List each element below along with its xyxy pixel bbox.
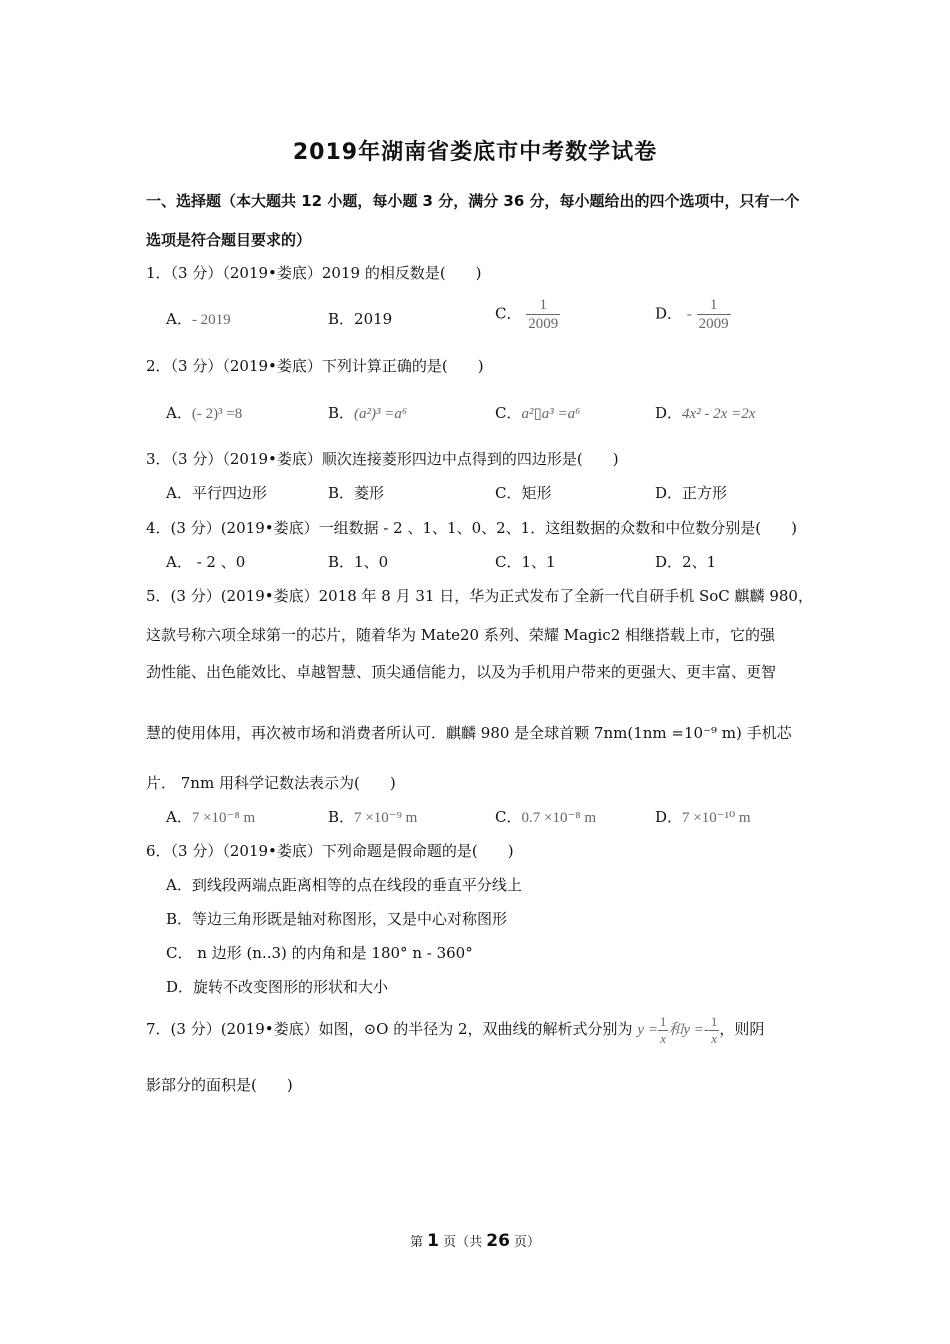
q5-option-a-label: A． — [166, 808, 192, 826]
q1-option-c — [495, 296, 560, 333]
q1-option-d-label: D． — [655, 304, 683, 323]
q5-option-c-value: 0.7 ×10⁻⁸ m — [521, 810, 597, 826]
q7-eq1: y = — [637, 1022, 658, 1039]
q7-fraction-1 — [658, 1014, 669, 1046]
q2-option-b-value: (a²)³ =a⁶ — [354, 406, 408, 422]
q6-option-b: B．等边三角形既是轴对称图形，又是中心对称图形 — [166, 910, 508, 928]
question-7-line2: 影部分的面积是( ) — [146, 1076, 293, 1094]
q2-option-c — [495, 402, 580, 423]
q4-option-c: C．1、1 — [495, 553, 556, 571]
q2-option-b — [328, 402, 407, 423]
question-1-stem: 1．（3 分）（2019•娄底）2019 的相反数是( ) — [146, 264, 482, 282]
q7-eq-mid: 和y =- — [668, 1022, 709, 1039]
question-5-line1: 5．(3 分）(2019•娄底）2018 年 8 月 31 日，华为正式发布了全新一代自研手机 SoC 麒麟 980， — [146, 587, 813, 605]
q1-option-a — [166, 308, 231, 329]
q6-option-d: D．旋转不改变图形的形状和大小 — [166, 978, 389, 996]
question-4-stem: 4．(3 分）(2019•娄底）一组数据 - 2 、1、1、0、2、1．这组数据的众数和中位数分别是( ) — [146, 519, 797, 537]
q5-option-d-label: D． — [655, 808, 683, 826]
q5-option-a — [166, 806, 255, 827]
page-title: 2019年湖南省娄底市中考数学试卷 — [292, 140, 658, 165]
question-3-stem: 3．（3 分）（2019•娄底）顺次连接菱形四边中点得到的四边形是( ) — [146, 450, 619, 468]
q4-option-a: A． - 2 、0 — [166, 553, 246, 571]
footer-total-pages: 26 — [486, 1231, 510, 1251]
q2-option-d — [655, 402, 755, 423]
q2-option-a — [166, 402, 242, 423]
q5-option-b-value: 7 ×10⁻⁹ m — [354, 810, 418, 826]
question-5-line4: 慧的使用体用，再次被市场和消费者所认可．麒麟 980 是全球首颗 7nm(1nm =10⁻⁹ m) 手机芯 — [146, 724, 792, 742]
question-5-line5: 片． 7nm 用科学记数法表示为( ) — [146, 774, 396, 792]
q3-option-d: D．正方形 — [655, 484, 728, 502]
q5-option-d — [655, 806, 751, 827]
q7-stem-pre: 7．(3 分）(2019•娄底）如图，⊙O 的半径为 2，双曲线的解析式分别为 — [146, 1020, 633, 1039]
q2-option-d-label: D． — [655, 404, 683, 422]
q5-option-d-value: 7 ×10⁻¹⁰ m — [682, 810, 751, 826]
q3-option-a: A．平行四边形 — [166, 484, 267, 502]
q1-option-c-numerator: 1 — [526, 296, 560, 315]
question-5-line3: 劲性能、出色能效比、卓越智慧、顶尖通信能力，以及为手机用户带来的更强大、更丰富、更智 — [146, 663, 777, 681]
q1-option-b-label: B． — [328, 310, 355, 328]
q1-option-b — [328, 308, 392, 329]
footer-middle: 页（共 — [443, 1235, 483, 1250]
page-footer — [0, 1231, 950, 1251]
q3-option-c: C．矩形 — [495, 484, 552, 502]
q5-option-c — [495, 806, 596, 827]
section-heading-line1: 一、选择题（本大题共 12 小题，每小题 3 分，满分 36 分，每小题给出的四个选项中，只有一个 — [146, 192, 800, 210]
q6-option-c: C． n 边形 (n..3) 的内角和是 180° n - 360° — [166, 944, 473, 962]
question-6-stem: 6．（3 分）（2019•娄底）下列命题是假命题的是( ) — [146, 842, 514, 860]
question-7-line1 — [146, 1014, 764, 1046]
q4-option-d: D．2、1 — [655, 553, 717, 571]
q5-option-c-label: C． — [495, 808, 522, 826]
q2-option-a-label: A． — [166, 404, 192, 422]
q2-option-c-label: C． — [495, 404, 522, 422]
q7-fraction-2 — [709, 1014, 720, 1046]
q1-option-a-value: - 2019 — [191, 312, 231, 328]
q1-option-d-fraction — [697, 296, 731, 333]
q7-fraction-2-numerator: 1 — [710, 1014, 718, 1029]
q1-option-d-numerator: 1 — [697, 296, 731, 315]
q1-option-d-denominator: 2009 — [698, 316, 729, 332]
q2-option-b-label: B． — [328, 404, 355, 422]
q1-option-b-value: 2019 — [354, 310, 393, 328]
q7-stem-post: ，则阴 — [719, 1020, 765, 1039]
q2-option-a-value: (- 2)³ =8 — [191, 406, 243, 422]
q7-fraction-1-denominator: x — [660, 1030, 666, 1046]
q7-fraction-1-numerator: 1 — [659, 1014, 667, 1029]
q7-fraction-2-denominator: x — [711, 1030, 718, 1046]
q1-option-d-sign: - — [686, 306, 692, 323]
q5-option-b — [328, 806, 417, 827]
q1-option-c-denominator: 2009 — [528, 316, 559, 332]
q5-option-b-label: B． — [328, 808, 355, 826]
q4-option-b: B．1、0 — [328, 553, 389, 571]
footer-suffix: 页） — [514, 1235, 541, 1250]
q2-option-c-value: a²▯a³ =a⁶ — [521, 406, 581, 422]
q5-option-a-value: 7 ×10⁻⁸ m — [191, 810, 256, 826]
q1-option-c-fraction — [526, 296, 560, 333]
q1-option-c-label: C． — [495, 304, 522, 323]
q6-option-a: A．到线段两端点距离相等的点在线段的垂直平分线上 — [166, 876, 522, 894]
question-5-line2: 这款号称六项全球第一的芯片，随着华为 Mate20 系列、荣耀 Magic2 相继搭载上市，它的强 — [146, 626, 776, 644]
section-heading-line2: 选项是符合题目要求的） — [146, 231, 312, 249]
q3-option-b: B．菱形 — [328, 484, 385, 502]
footer-prefix: 第 — [409, 1235, 423, 1250]
q1-option-a-label: A． — [166, 310, 192, 328]
q2-option-d-value: 4x² - 2x =2x — [682, 406, 756, 422]
footer-page-number: 1 — [427, 1231, 439, 1251]
q1-option-d — [655, 296, 731, 333]
question-2-stem: 2．（3 分）（2019•娄底）下列计算正确的是( ) — [146, 357, 484, 375]
